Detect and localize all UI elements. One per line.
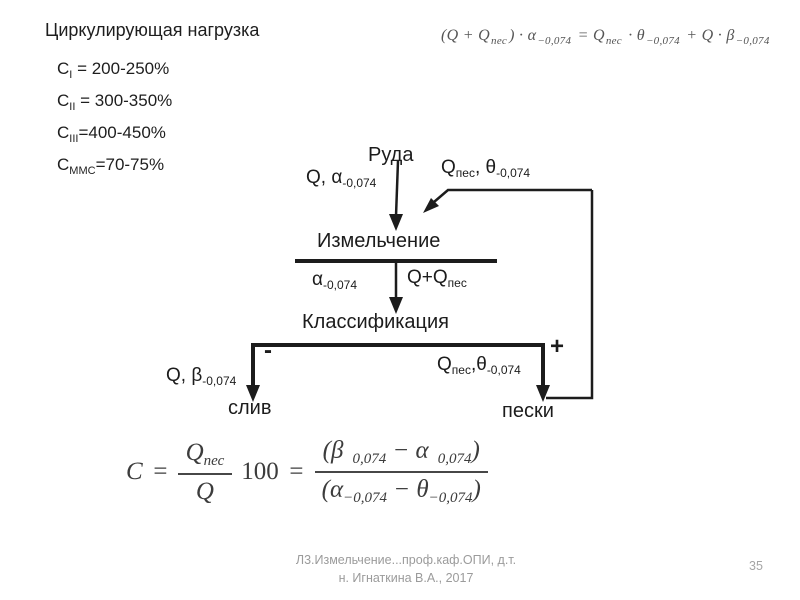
footer-line1: Л3.Измельчение...проф.каф.ОПИ, д.т. [295,553,517,567]
mill-to-classifier-arrow [389,261,403,314]
overflow-arrow [246,343,260,402]
sands-stream-label: $Q_{пес},\theta_{-0,074}$ [437,354,521,377]
recycle-loop-line [546,190,592,398]
ore-feed-arrow [389,161,403,231]
footer-line2: н. Игнаткина В.А., 2017 [338,571,474,586]
load-value-mmc: $C_{ММС}=70-75\%$ [57,155,165,177]
sands-return-arrow [423,190,592,213]
load-value-stage3: $C_{III}=400-450\%$ [57,123,166,145]
mill-out-fineness-label: $\alpha_{-0,074}$ [312,269,358,292]
page-number: 35 [749,559,763,573]
sands-label: пески [502,400,554,422]
footer-credits [250,551,562,587]
ore-label: Руда [368,144,414,166]
plus-sign: + [550,333,565,360]
load-value-stage2: $C_{II} = 300-350\%$ [57,91,173,113]
sands-return-label: $Q_{пес}$, $\theta_{-0,074}$ [441,157,531,180]
feed-stream-label: Q, $\alpha_{-0,074}$ [306,167,377,190]
overflow-stream-label: Q, $\beta_{-0,074}$ [166,365,237,388]
fraction-beta-alpha-over-alpha-theta: $\frac{(\beta _{0,074} - \alpha _{0,074})}{(\alpha_{-0,074} - \theta_{-0,074})}$ [314,437,489,507]
page-title: Циркулирующая нагрузка [45,20,260,40]
fraction-qpes-over-q: $\frac{Q_{пес}}{Q}$ [178,439,233,506]
sands-arrow [536,343,550,402]
minus-sign: - [264,337,272,364]
overflow-label: слив [228,397,272,419]
material-balance-equation: ($Q + Q_{пес}$ ) · $\alpha_{-0,074} = Q_{пес} \cdot \theta_{-0,074} + Q \cdot \beta_{-0,074}$ [441,27,770,47]
circulating-load-formula: C = $\frac{Q_{пес}}{Q}$ 100 = $\frac{(\beta _{0,074} - \alpha _{0,074})}{(\alpha_{-0,074} - \theta_{-0,074})}$ [126,437,489,507]
classifier-label: Классификация [302,311,450,333]
load-value-stage1: $C_I = 200-250\%$ [57,59,170,81]
mill-label: Измельчение [317,230,441,252]
mill-out-flow-label: $Q+Q_{пес}$ [407,267,467,290]
